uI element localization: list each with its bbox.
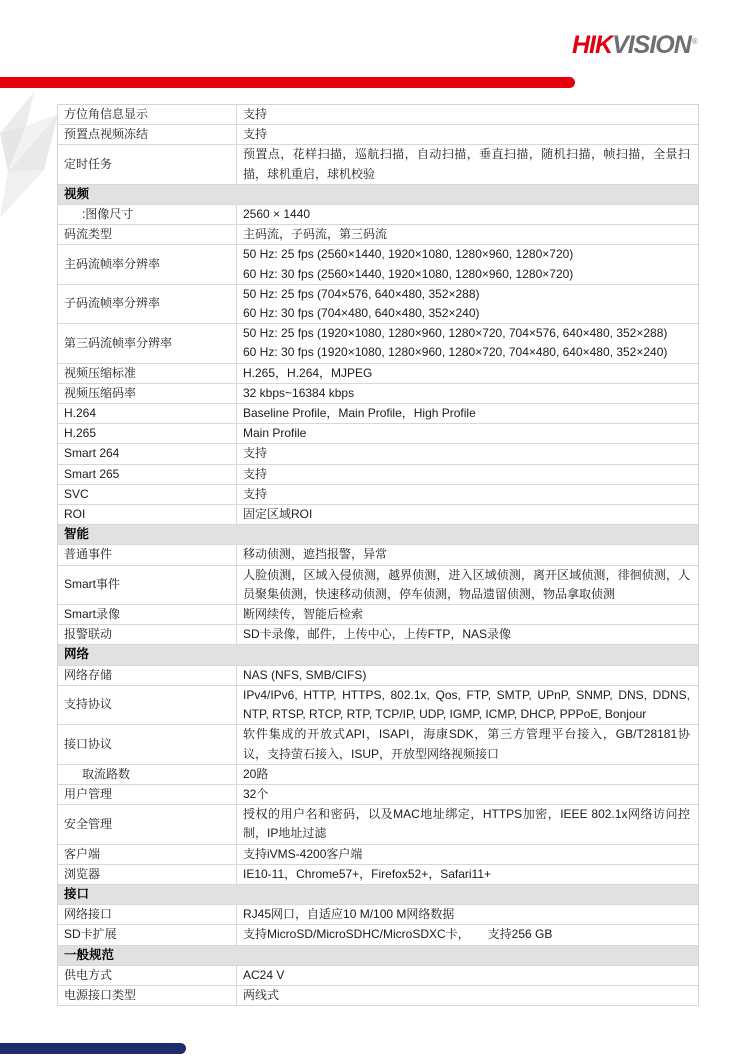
row-label: 视频压缩标准: [58, 364, 237, 383]
row-value: [237, 245, 698, 283]
row-label: 接口协议: [58, 725, 237, 763]
spec-row: [58, 545, 698, 565]
row-value: Main Profile: [243, 426, 307, 441]
row-value: 2560 × 1440: [243, 207, 311, 222]
row-label: 视频压缩码率: [58, 384, 237, 403]
section-header-row: [58, 645, 698, 665]
row-value-line: 60 Hz: 30 fps (704×480, 640×480, 352×240): [243, 306, 480, 321]
section-header-row: [58, 946, 698, 966]
spec-row: [58, 364, 698, 384]
row-value-line: 60 Hz: 30 fps (2560×1440, 1920×1080, 1280×960, 1280×720): [243, 266, 574, 281]
row-value: 两线式: [243, 987, 280, 1002]
row-label: 安全管理: [58, 805, 237, 843]
row-value: 支持: [243, 446, 268, 461]
spec-row: [58, 805, 698, 844]
row-label: :图像尺寸: [58, 205, 237, 224]
section-header-row: [58, 885, 698, 905]
row-label: 供电方式: [58, 966, 237, 985]
spec-row: [58, 444, 698, 464]
row-value: NAS (NFS, SMB/CIFS): [243, 667, 367, 682]
row-label: 码流类型: [58, 225, 237, 244]
row-value: 断网续传，智能后检索: [243, 607, 364, 622]
row-value: 支持: [243, 107, 268, 121]
section-header-row: [58, 185, 698, 205]
row-value: [237, 285, 698, 323]
row-value: H.265，H.264，MJPEG: [243, 365, 373, 380]
spec-row: [58, 605, 698, 625]
row-label: 预置点视频冻结: [58, 125, 237, 144]
row-label: 客户端: [58, 845, 237, 864]
spec-row: [58, 404, 698, 424]
spec-row: [58, 225, 698, 245]
row-label: H.265: [58, 424, 237, 443]
row-value: [237, 324, 698, 362]
brand-logo-vision: VISION: [612, 31, 691, 59]
spec-row: [58, 145, 698, 184]
row-label: 子码流帧率分辨率: [58, 285, 237, 323]
spec-row: [58, 925, 698, 945]
spec-row: [58, 686, 698, 725]
spec-row: [58, 205, 698, 225]
row-value: 支持: [243, 486, 268, 501]
row-value: SD卡录像，邮件，上传中心，上传FTP，NAS录像: [243, 627, 512, 642]
row-value: 主码流，子码流，第三码流: [243, 227, 388, 242]
row-label: 网络存储: [58, 666, 237, 685]
header-red-bar: [0, 77, 575, 88]
spec-row: [58, 424, 698, 444]
footer-blue-bar: [0, 1043, 186, 1054]
section-title: 网络: [64, 647, 90, 662]
spec-row: [58, 285, 698, 324]
spec-row: [58, 986, 698, 1006]
row-label: SD卡扩展: [58, 925, 237, 944]
row-label: Smart事件: [58, 566, 237, 604]
row-value: 授权的用户名和密码，以及MAC地址绑定，HTTPS加密，IEEE 802.1x网络访问控制，IP地址过滤: [243, 807, 690, 841]
row-label: Smart 264: [58, 444, 237, 463]
spec-row: [58, 505, 698, 525]
row-label: 方位角信息显示: [58, 105, 237, 124]
row-label: 定时任务: [58, 145, 237, 183]
spec-row: [58, 966, 698, 986]
row-value: 移动侦测，遮挡报警，异常: [243, 547, 388, 562]
row-label: Smart 265: [58, 465, 237, 484]
spec-row: [58, 865, 698, 885]
spec-row: [58, 725, 698, 764]
spec-row: [58, 566, 698, 605]
row-label: 电源接口类型: [58, 986, 237, 1005]
spec-row: [58, 105, 698, 125]
row-value: 支持: [243, 466, 268, 481]
row-value: 预置点，花样扫描，巡航扫描，自动扫描，垂直扫描，随机扫描，帧扫描，全景扫描，球机重启，球机校验: [243, 147, 690, 181]
section-title: 视频: [64, 186, 90, 201]
spec-row: [58, 245, 698, 284]
registered-mark: ®: [691, 36, 698, 46]
spec-row: [58, 125, 698, 145]
row-value: 32个: [243, 786, 269, 801]
row-label: ROI: [58, 505, 237, 524]
row-value: 固定区域ROI: [243, 507, 313, 522]
row-label: 普通事件: [58, 545, 237, 564]
row-value: 支持MicroSD/MicroSDHC/MicroSDXC卡， 支持256 GB: [243, 927, 553, 942]
row-value-line: 60 Hz: 30 fps (1920×1080, 1280×960, 1280×720, 704×480, 640×480, 352×240): [243, 345, 668, 360]
row-value: 20路: [243, 766, 269, 781]
row-value: Baseline Profile，Main Profile，High Profile: [243, 406, 476, 421]
spec-row: [58, 765, 698, 785]
brand-logo-hik: HIK: [572, 31, 613, 59]
row-label: 取流路数: [58, 765, 237, 784]
row-value: 支持iVMS-4200客户端: [243, 846, 363, 861]
row-value: 软件集成的开放式API，ISAPI，海康SDK，第三方管理平台接入，GB/T28181协议，支持萤石接入，ISUP，开放型网络视频接口: [243, 727, 690, 761]
spec-row: [58, 465, 698, 485]
row-label: 用户管理: [58, 785, 237, 804]
spec-row: [58, 384, 698, 404]
row-label: 浏览器: [58, 865, 237, 884]
row-value: IE10-11，Chrome57+，Firefox52+，Safari11+: [243, 866, 492, 881]
section-title: 接口: [64, 886, 90, 901]
spec-row: [58, 905, 698, 925]
row-value: 32 kbps~16384 kbps: [243, 385, 355, 400]
row-value: 人脸侦测，区域入侵侦测，越界侦测，进入区域侦测，离开区域侦测，徘徊侦测，人员聚集侦测，快速移动侦测，停车侦测，物品遗留侦测，物品拿取侦测: [243, 567, 690, 601]
spec-row: [58, 625, 698, 645]
row-value: RJ45网口，自适应10 M/100 M网络数据: [243, 907, 455, 922]
section-header-row: [58, 525, 698, 545]
row-label: 主码流帧率分辨率: [58, 245, 237, 283]
row-label: 第三码流帧率分辨率: [58, 324, 237, 362]
row-label: H.264: [58, 404, 237, 423]
spec-row: [58, 785, 698, 805]
watermark-star-icon: [0, 86, 62, 236]
spec-row: [58, 666, 698, 686]
spec-table: [57, 104, 699, 1006]
row-label: 网络接口: [58, 905, 237, 924]
row-label: 支持协议: [58, 686, 237, 724]
row-value-line: 50 Hz: 25 fps (704×576, 640×480, 352×288): [243, 286, 480, 301]
row-value-line: 50 Hz: 25 fps (2560×1440, 1920×1080, 1280×960, 1280×720): [243, 247, 574, 262]
row-value: AC24 V: [243, 967, 285, 982]
row-label: SVC: [58, 485, 237, 504]
row-value: IPv4/IPv6, HTTP, HTTPS, 802.1x, Qos, FTP, SMTP, UPnP, SNMP, DNS, DDNS, NTP, RTSP, RTCP, RTP, TCP/IP, UDP, IGMP, ICMP, DHCP, PPPoE, Bonjour: [243, 687, 690, 722]
row-value: 支持: [243, 127, 268, 142]
section-title: 一般规范: [64, 947, 115, 962]
spec-row: [58, 485, 698, 505]
spec-row: [58, 324, 698, 363]
section-title: 智能: [64, 527, 90, 542]
brand-logo: [572, 31, 698, 60]
row-label: 报警联动: [58, 625, 237, 644]
spec-row: [58, 845, 698, 865]
row-label: Smart录像: [58, 605, 237, 624]
row-value-line: 50 Hz: 25 fps (1920×1080, 1280×960, 1280×720, 704×576, 640×480, 352×288): [243, 326, 668, 341]
